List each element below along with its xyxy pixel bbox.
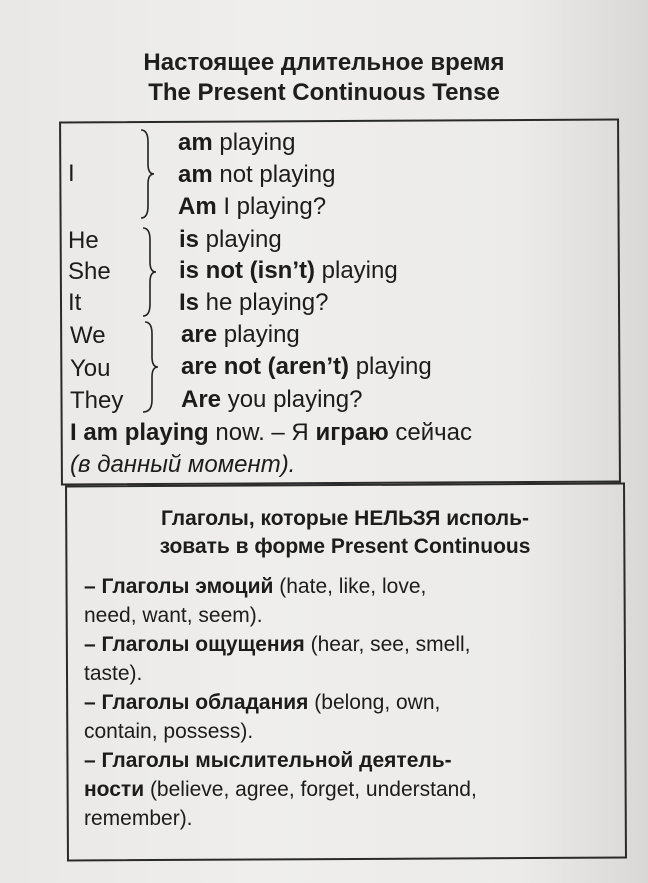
list-item: – Глаголы эмоций (hate, like, love,: [84, 575, 427, 598]
list-item: – Глаголы мыслительной деятель-: [84, 749, 452, 772]
brace-icon: [140, 226, 160, 318]
example-note: (в данный момент).: [70, 451, 296, 478]
form-negative: am not playing: [178, 161, 336, 188]
pronoun-it: It: [68, 289, 82, 316]
form-negative: is not (isn’t) playing: [179, 257, 398, 284]
list-item-continuation: contain, possess).: [84, 720, 254, 743]
form-negative: are not (aren’t) playing: [181, 353, 432, 380]
list-item-continuation: remember).: [84, 807, 193, 830]
brace-icon: [138, 128, 158, 220]
example-sentence: I am playing now. – Я играю сейчас: [70, 419, 472, 446]
pronoun-i: I: [68, 160, 75, 187]
exceptions-title-line-2: зовать в форме Present Continuous: [159, 535, 531, 558]
list-item: – Глаголы ощущения (hear, see, smell,: [84, 633, 471, 656]
form-question: Are you playing?: [181, 386, 363, 413]
exceptions-title-line-1: Глаголы, которые НЕЛЬЗЯ исполь-: [160, 507, 530, 530]
form-affirmative: is playing: [179, 226, 282, 253]
page-title: [0, 48, 648, 108]
form-affirmative: are playing: [181, 321, 300, 348]
title-russian: Настоящее длительное время: [143, 49, 505, 76]
list-item: – Глаголы обладания (belong, own,: [84, 691, 441, 714]
list-item-continuation: taste).: [84, 662, 143, 685]
form-affirmative: am playing: [178, 129, 296, 156]
form-question: Am I playing?: [178, 193, 327, 220]
pronoun-he: He: [68, 227, 99, 254]
brace-icon: [142, 320, 162, 414]
exceptions-list: [84, 572, 614, 833]
list-item-continuation: need, want, seem).: [84, 604, 263, 627]
pronoun-we: We: [70, 322, 106, 349]
list-item-continuation: ности (believe, agree, forget, understand,: [84, 778, 477, 801]
exceptions-title: [70, 505, 620, 561]
pronoun-they: They: [70, 387, 124, 414]
pronoun-you: You: [70, 355, 111, 382]
pronoun-she: She: [68, 258, 111, 285]
title-english: The Present Continuous Tense: [148, 79, 500, 106]
form-question: Is he playing?: [179, 289, 329, 316]
